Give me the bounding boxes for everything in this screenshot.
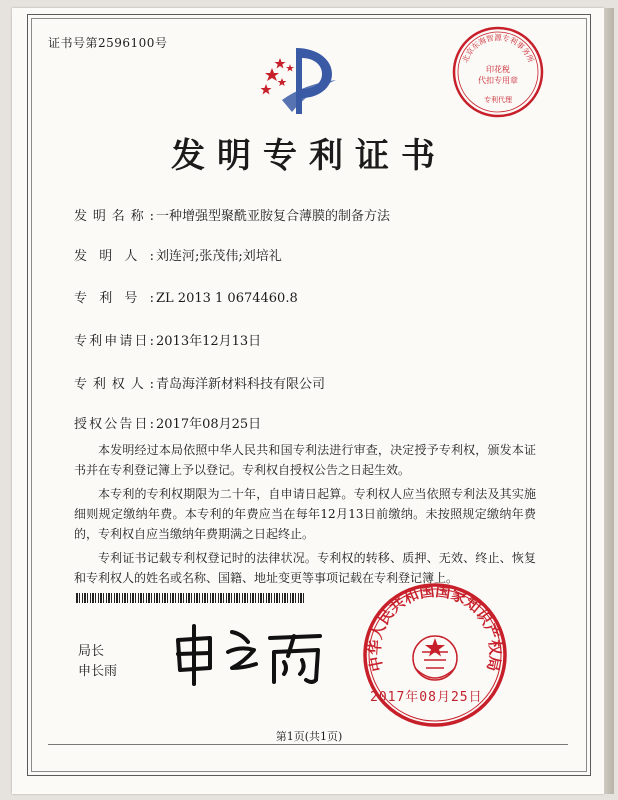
barcode-bar — [119, 593, 120, 603]
field-label: 专利申请日: — [74, 334, 154, 349]
barcode-bar — [138, 593, 139, 603]
barcode-bar — [191, 593, 192, 603]
field-patentee — [74, 373, 325, 392]
barcode-bar — [183, 593, 184, 603]
barcode-bar — [207, 593, 208, 603]
barcode-bar — [212, 593, 214, 603]
barcode-bar — [236, 593, 238, 603]
field-value: 2017年08月25日 — [156, 417, 262, 432]
barcode-bar — [274, 593, 275, 603]
barcode-bar — [188, 593, 190, 603]
field-label: 专利号: — [74, 291, 154, 306]
barcode-bar — [196, 593, 198, 603]
barcode-bar — [111, 593, 112, 603]
barcode-bar — [127, 593, 128, 603]
barcode-bar — [282, 593, 283, 603]
barcode-bar — [178, 593, 179, 603]
barcode-bar — [87, 593, 88, 603]
signatory-name: 申长雨 — [78, 664, 118, 679]
barcode-bar — [210, 593, 211, 603]
barcode-bar — [124, 593, 126, 603]
field-application-date — [74, 330, 261, 349]
body-paragraph: 本专利的专利权期限为二十年，自申请日起算。专利权人应当依照专利法及其实施细则规定缴纳年费。本专利的年费应当在每年12月13日前缴纳。未按照规定缴纳年费的，专利权自应当缴纳年费期满之日起终止。 — [74, 487, 536, 541]
barcode-bar — [154, 593, 155, 603]
barcode-bar — [290, 593, 291, 603]
barcode-bar — [162, 593, 163, 603]
barcode-bar — [140, 593, 142, 603]
barcode-bar — [228, 593, 230, 603]
barcode-bar — [143, 593, 144, 603]
barcode-bar — [295, 593, 296, 603]
small-seal-center-2: 代扣专用章 — [478, 76, 518, 85]
barcode-bar — [279, 593, 280, 603]
barcode-bar — [172, 593, 174, 603]
barcode-bar — [116, 593, 118, 603]
barcode-bar — [122, 593, 123, 603]
barcode-bar — [244, 593, 246, 603]
bottom-rule — [48, 744, 568, 745]
barcode-bar — [252, 593, 254, 603]
barcode-bar — [300, 593, 302, 603]
barcode-bar — [159, 593, 160, 603]
barcode-bar — [247, 593, 248, 603]
barcode-bar — [204, 593, 206, 603]
barcode-bar — [298, 593, 299, 603]
barcode-bar — [95, 593, 96, 603]
big-seal-ring-text: 中华人民共和国国家知识产权局 — [365, 581, 505, 674]
field-grant-date — [74, 413, 261, 432]
small-seal-ring-text: 北京东海智源专利事务所 — [460, 33, 536, 64]
barcode-bar — [258, 593, 259, 603]
field-value: 刘连河;张茂伟;刘培礼 — [156, 249, 282, 264]
barcode — [76, 593, 306, 603]
barcode-bar — [268, 593, 270, 603]
barcode-bar — [242, 593, 243, 603]
barcode-bar — [218, 593, 219, 603]
barcode-bar — [170, 593, 171, 603]
field-label: 授权公告日: — [74, 417, 154, 432]
barcode-bar — [292, 593, 294, 603]
barcode-bar — [106, 593, 107, 603]
field-value: 一种增强型聚酰亚胺复合薄膜的制备方法 — [156, 209, 391, 224]
page-edge — [604, 8, 614, 794]
barcode-bar — [250, 593, 251, 603]
barcode-bar — [114, 593, 115, 603]
seal-date: 2017年08月25日 — [370, 690, 483, 705]
barcode-bar — [271, 593, 272, 603]
field-patent-number — [74, 287, 298, 306]
signatory-title: 局长 — [78, 644, 105, 659]
barcode-bar — [287, 593, 288, 603]
barcode-bar — [82, 593, 83, 603]
field-value: 青岛海洋新材料科技有限公司 — [156, 377, 326, 392]
barcode-bar — [84, 593, 86, 603]
barcode-bar — [108, 593, 110, 603]
barcode-bar — [151, 593, 152, 603]
barcode-bar — [132, 593, 134, 603]
small-seal-center-1: 印花税 — [486, 65, 510, 74]
barcode-bar — [234, 593, 235, 603]
certificate-title: 发明专利证书 — [171, 136, 447, 176]
field-value: 2013年12月13日 — [156, 334, 262, 349]
field-label: 专利权人: — [74, 377, 154, 392]
cnipa-official-seal-icon — [360, 580, 510, 730]
barcode-bar — [202, 593, 203, 603]
field-label: 发明人: — [74, 249, 154, 264]
barcode-bar — [263, 593, 264, 603]
barcode-bar — [303, 593, 304, 603]
barcode-bar — [156, 593, 158, 603]
barcode-bar — [100, 593, 102, 603]
field-inventors — [74, 245, 282, 264]
barcode-bar — [239, 593, 240, 603]
barcode-bar — [167, 593, 168, 603]
cnipa-logo-icon — [252, 40, 342, 120]
barcode-bar — [98, 593, 99, 603]
barcode-bar — [220, 593, 222, 603]
field-invention-name — [74, 205, 390, 224]
barcode-bar — [76, 593, 78, 603]
barcode-bar — [175, 593, 176, 603]
barcode-bar — [284, 593, 286, 603]
body-paragraph: 本发明经过本局依照中华人民共和国专利法进行审查，决定授予专利权，颁发本证书并在专利登记簿上予以登记。专利权自授权公告之日起生效。 — [74, 443, 536, 477]
certificate-number: 证书号第2596100号 — [48, 36, 168, 50]
barcode-bar — [130, 593, 131, 603]
director-signature — [170, 618, 340, 688]
barcode-bar — [164, 593, 166, 603]
barcode-bar — [186, 593, 187, 603]
barcode-bar — [194, 593, 195, 603]
barcode-bar — [223, 593, 224, 603]
barcode-bar — [146, 593, 147, 603]
barcode-bar — [148, 593, 150, 603]
barcode-bar — [266, 593, 267, 603]
small-seal-bottom: 专利代理 — [484, 96, 512, 104]
barcode-bar — [231, 593, 232, 603]
field-label: 发明名称: — [74, 209, 154, 224]
barcode-bar — [215, 593, 216, 603]
barcode-bar — [90, 593, 91, 603]
page-number: 第1页(共1页) — [275, 730, 343, 743]
body-paragraph: 专利证书记载专利权登记时的法律状况。专利权的转移、质押、无效、终止、恢复和专利权人的姓名或名称、国籍、地址变更等事项记载在专利登记簿上。 — [74, 551, 536, 585]
barcode-bar — [180, 593, 182, 603]
stamp-duty-seal-icon — [448, 22, 548, 122]
barcode-bar — [79, 593, 80, 603]
field-value: ZL 2013 1 0674460.8 — [156, 291, 298, 306]
barcode-bar — [255, 593, 256, 603]
barcode-bar — [260, 593, 262, 603]
barcode-bar — [226, 593, 227, 603]
barcode-bar — [199, 593, 200, 603]
barcode-bar — [103, 593, 104, 603]
barcode-bar — [135, 593, 136, 603]
barcode-bar — [92, 593, 94, 603]
barcode-bar — [276, 593, 278, 603]
body-text — [74, 440, 536, 588]
